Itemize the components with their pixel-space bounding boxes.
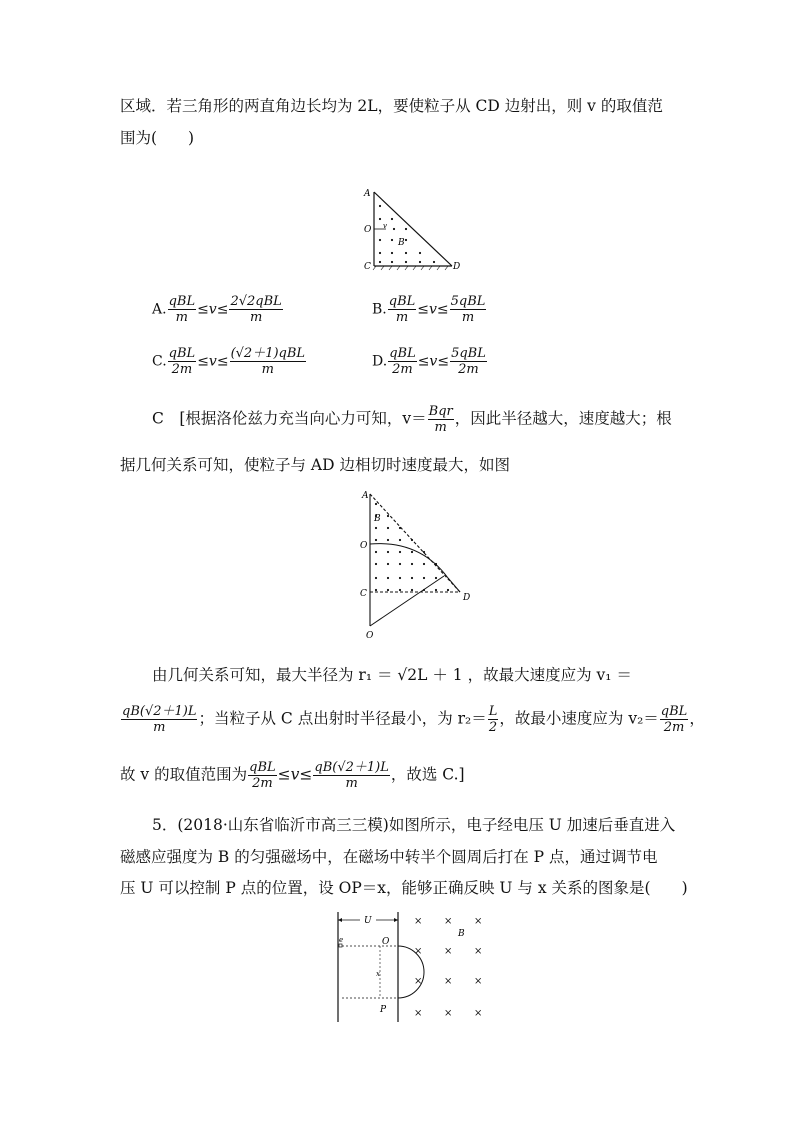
fig1-label-v: v <box>383 222 387 230</box>
field-cross: × <box>444 946 453 957</box>
option-c-rel: ≤v≤ <box>197 353 229 370</box>
option-b-rhs-num: 5qBL <box>450 294 486 309</box>
field-cross: × <box>414 1008 423 1019</box>
option-d[interactable] <box>372 346 488 377</box>
fig2-label-c: C <box>360 589 367 599</box>
option-c-rhs-den: m <box>261 362 274 377</box>
option-a-rhs-den: m <box>249 310 263 325</box>
q5-line3: 压 U 可以控制 P 点的位置，设 OP＝x，能够正确反映 U 与 x 关系的图象是( ) <box>120 879 688 897</box>
solution-line4 <box>120 704 705 735</box>
option-b[interactable] <box>372 294 487 325</box>
solution-line3: 由几何关系可知，最大半径为 r₁ ＝ √2L ＋ 1 ，故最大速度应为 v₁ ＝ <box>152 666 632 684</box>
option-d-lhs-den: 2m <box>392 362 413 377</box>
q4-triangle-figure <box>360 186 470 274</box>
field-cross: × <box>444 916 453 927</box>
option-c-rhs-num: (√2＋1)qBL <box>230 346 306 361</box>
solution-line4-mid2: ，故最小速度应为 v₂＝ <box>499 709 659 728</box>
option-b-lhs-num: qBL <box>388 294 416 309</box>
solution-line5 <box>120 760 465 791</box>
q5-figure <box>330 906 500 1026</box>
solution-line4-frac3-den: 2m <box>663 720 685 735</box>
solution-line4-frac3-num: qBL <box>660 704 688 719</box>
q5-line2: 磁感应强度为 B 的匀强磁场中，在磁场中转半个圆周后打在 P 点，通过调节电 <box>120 848 658 866</box>
fig2-label-d: D <box>463 593 471 603</box>
option-a-rel: ≤v≤ <box>197 301 229 318</box>
field-cross: × <box>474 976 483 987</box>
fig1-label-d: D <box>453 262 461 272</box>
fig2-label-b: B <box>374 514 381 524</box>
solution-line1 <box>152 404 672 435</box>
option-c-lhs-num: qBL <box>168 346 196 361</box>
solution-line5-rel: ≤v≤ <box>277 765 313 784</box>
solution-line1-frac-den: m <box>434 420 447 435</box>
fig1-label-a: A <box>364 189 371 199</box>
solution-line4-end: ， <box>689 709 705 728</box>
fig3-label-e: e <box>339 936 344 944</box>
solution-line4-frac2-num: L <box>488 704 498 719</box>
option-a-lhs-num: qBL <box>168 294 196 309</box>
solution-line5-frac1-den: 2m <box>252 776 273 791</box>
solution-line4-frac-den: m <box>153 720 166 735</box>
fig3-label-b: B <box>458 929 465 939</box>
fig2-label-a: A <box>362 491 369 501</box>
option-d-rhs-num: 5qBL <box>451 346 486 361</box>
fig2-label-o: O <box>360 541 368 551</box>
option-b-letter: B. <box>372 301 387 318</box>
fig3-label-o: O <box>382 937 390 947</box>
solution-line1-post: ，因此半径越大，速度越大；根 <box>454 409 672 428</box>
option-a[interactable] <box>152 294 284 325</box>
solution-figure <box>350 488 480 642</box>
solution-line5-frac1-num: qBL <box>249 760 276 775</box>
option-c-letter: C. <box>152 353 167 370</box>
solution-line5-pre: 故 v 的取值范围为 <box>120 765 248 784</box>
fig1-label-o: O <box>364 225 372 235</box>
field-cross: × <box>474 916 483 927</box>
solution-line1-pre: C [根据洛伦兹力充当向心力可知，v＝ <box>152 409 427 428</box>
fig1-label-b: B <box>398 238 405 248</box>
fig3-label-p: P <box>380 1005 387 1015</box>
option-d-lhs-num: qBL <box>389 346 416 361</box>
field-cross: × <box>474 1008 483 1019</box>
option-c[interactable] <box>152 346 307 377</box>
solution-line4-frac-num: qB(√2＋1)L <box>122 704 197 719</box>
solution-line2: 据几何关系可知，使粒子与 AD 边相切时速度最大，如图 <box>120 456 510 474</box>
option-d-rel: ≤v≤ <box>417 353 450 370</box>
fig3-label-x: x <box>376 970 380 978</box>
q4-stem-line2: 围为( ) <box>120 129 195 147</box>
solution-line5-frac2-num: qB(√2＋1)L <box>314 760 389 775</box>
field-cross: × <box>444 1008 453 1019</box>
option-c-lhs-den: 2m <box>171 362 193 377</box>
field-cross: × <box>444 976 453 987</box>
field-cross: × <box>414 946 423 957</box>
option-a-lhs-den: m <box>175 310 188 325</box>
option-d-letter: D. <box>372 353 388 370</box>
field-cross: × <box>414 916 423 927</box>
solution-line5-frac2-den: m <box>345 776 358 791</box>
solution-line4-frac2-den: 2 <box>488 720 498 735</box>
option-d-rhs-den: 2m <box>458 362 479 377</box>
fig2-label-o2: O <box>366 631 374 641</box>
solution-line5-post: ，故选 C.] <box>390 765 465 784</box>
option-a-letter: A. <box>152 301 167 318</box>
q4-stem-line1: 区域．若三角形的两直角边长均为 2L，要使粒子从 CD 边射出，则 v 的取值范 <box>120 97 663 115</box>
fig1-label-c: C <box>364 262 371 272</box>
fig3-label-u: U <box>364 916 372 926</box>
solution-line4-mid: ；当粒子从 C 点出射时半径最小，为 r₂＝ <box>198 709 487 728</box>
solution-line1-frac-num: Bqr <box>428 404 453 419</box>
option-b-rhs-den: m <box>461 310 475 325</box>
field-cross: × <box>474 946 483 957</box>
option-a-rhs-num: 2√2qBL <box>230 294 282 309</box>
option-b-lhs-den: m <box>395 310 409 325</box>
option-b-rel: ≤v≤ <box>417 301 449 318</box>
field-cross: × <box>414 976 423 987</box>
q5-line1: 5．(2018·山东省临沂市高三三模)如图所示，电子经电压 U 加速后垂直进入 <box>152 816 676 834</box>
